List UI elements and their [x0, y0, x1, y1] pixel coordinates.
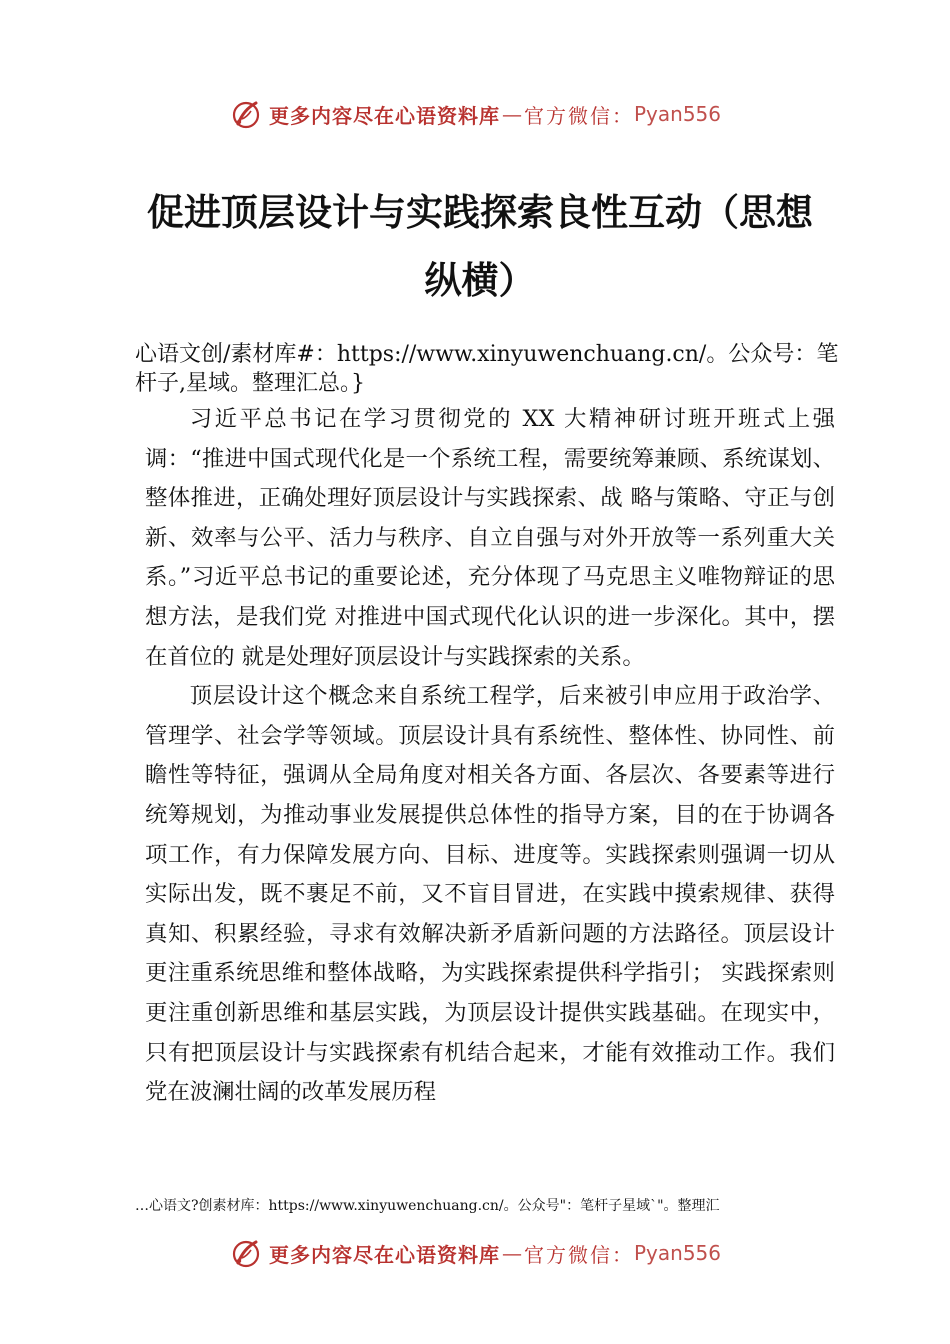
article-title: 促进顶层设计与实践探索良性互动（思想纵横） [147, 190, 813, 302]
banner-wechat-label: 官方微信： [523, 103, 634, 128]
brush-seal-icon [229, 1236, 263, 1270]
banner-text: 更多内容尽在心语资料库 [268, 1242, 500, 1267]
banner-text: 更多内容尽在心语资料库 [268, 103, 500, 128]
footer-source-note: …心语文?创素材库：https://www.xinyuwenchuang.cn/。公众号"：笔杆子星域`"。整理汇 [135, 1198, 720, 1214]
banner-separator: — [501, 102, 522, 126]
banner-separator: — [501, 1241, 522, 1265]
source-line: 心语文创/素材库#：https://www.xinyuwenchuang.cn/。公众号：笔杆子,星域。整理汇总。} [135, 342, 839, 396]
banner-wechat-id: Pyan556 [633, 1241, 721, 1265]
header-banner [0, 94, 950, 134]
article-body [145, 400, 835, 1113]
footer-banner [0, 1233, 950, 1273]
banner-wechat-label: 官方微信： [523, 1242, 634, 1267]
brush-seal-icon [229, 97, 263, 131]
banner-wechat-id: Pyan556 [633, 102, 721, 126]
paragraph: 顶层设计这个概念来自系统工程学，后来被引申应用于政治学、管理学、社会学等领域。顶层设计具有系统性、整体性、协同性、前瞻性等特征，强调从全局角度对相关各方面、各层次、各要素等进行统筹规划，为推动事业发展提供总体性的指导方案，目的在于协调各项工作，有力保障发展方向、目标、进度等。实践探索则强调一切从实际出发，既不裹足不前，又不盲目冒进，在实践中摸索规律、获得真知、积累经验，寻求有效解决新矛盾新问题的方法路径。顶层设计更注重系统思维和整体战略，为实践探索提供科学指引； 实践探索则更注重创新思维和基层实践，为顶层设计提供实践基础。在现实中，只有把顶层设计与实践探索有机结合起来，才能有效推动工作。我们党在波澜壮阔的改革发展历程 [145, 683, 835, 1106]
paragraph: 习近平总书记在学习贯彻党的 XX 大精神研讨班开班式上强调：“推进中国式现代化是一个系统工程，需要统筹兼顾、系统谋划、整体推进，正确处理好顶层设计与实践探索、战 略与策略、守正与创新、效率与公平、活力与秩序、自立自强与对外开放等一系列重大关系。”习近平总书记的重要论述，充分体现了马克思主义唯物辩证的思想方法，是我们党 对推进中国式现代化认识的进一步深化。其中，摆在首位的 就是处理好顶层设计与实践探索的关系。 [145, 406, 835, 670]
